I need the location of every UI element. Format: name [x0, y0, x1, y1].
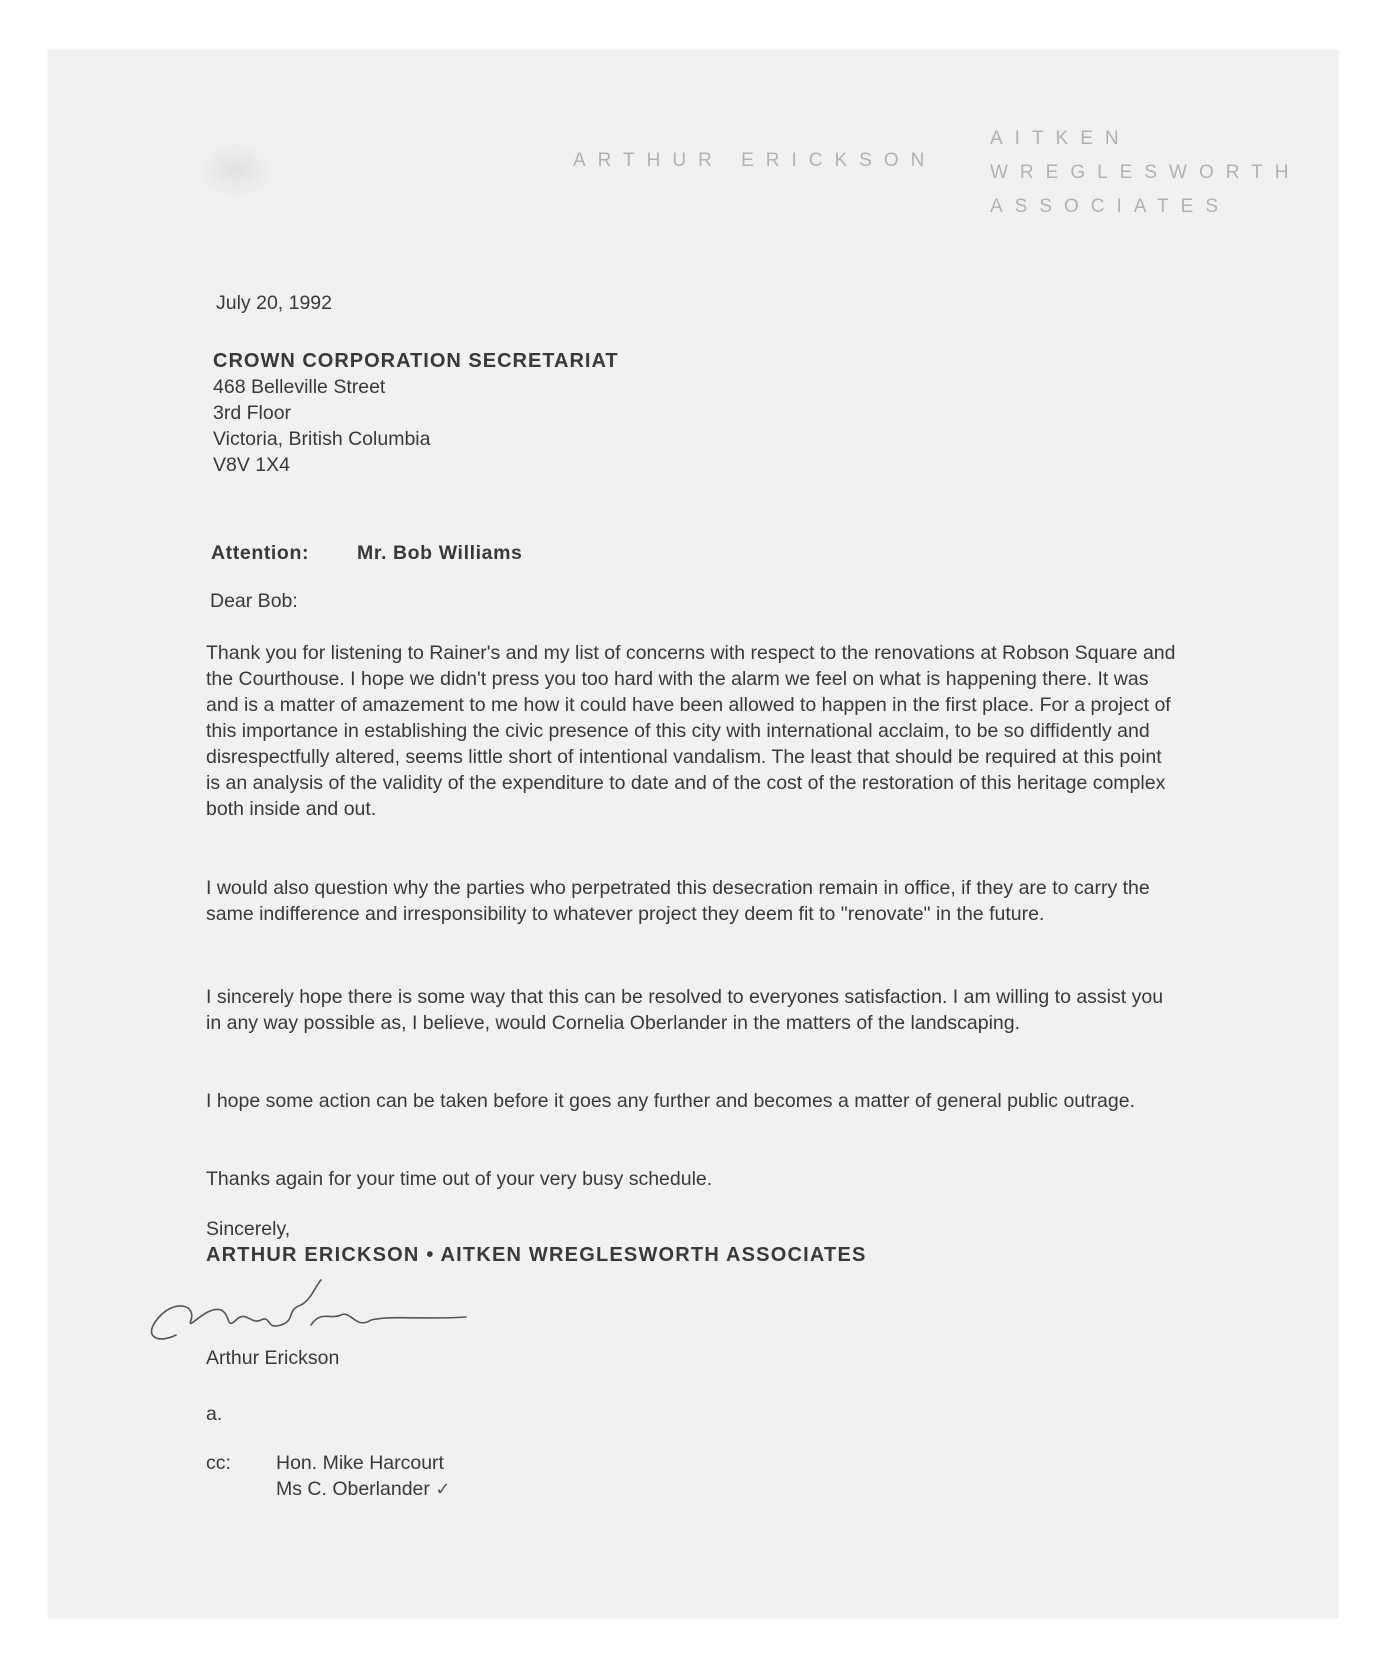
letterhead-firm-line-3: ASSOCIATES — [990, 196, 1231, 217]
recipient-postal-code: V8V 1X4 — [213, 454, 290, 476]
paragraph-3: I sincerely hope there is some way that this can be resolved to everyones satisfaction. I am willing to assist you in any way possible as, I believe, would Cornelia Oberlander in the matters of the landscaping. — [206, 986, 1164, 1034]
recipient-city: Victoria, British Columbia — [213, 428, 431, 450]
letter-date: July 20, 1992 — [216, 292, 333, 314]
paragraph-5: Thanks again for your time out of your very busy schedule. — [206, 1168, 713, 1190]
paper-stain — [196, 140, 276, 200]
letterhead-firm-line-1: AITKEN — [990, 128, 1131, 149]
recipient-organization: CROWN CORPORATION SECRETARIAT — [213, 350, 619, 372]
cc-recipients — [276, 1450, 450, 1503]
handwritten-signature — [136, 1275, 476, 1355]
attention-line — [211, 540, 522, 566]
cc-recipient: Hon. Mike Harcourt — [276, 1452, 444, 1474]
paragraph-2: I would also question why the parties who perpetrated this desecration remain in office, if they are to carry the same indifference and irresponsibility to whatever project they deem fit to "renovate" in the future. — [206, 877, 1150, 925]
attention-name: Mr. Bob Williams — [357, 542, 523, 564]
letterhead-firm-line-2: WREGLESWORTH — [990, 162, 1301, 183]
signer-name: Arthur Erickson — [206, 1347, 340, 1369]
paragraph-1: Thank you for listening to Rainer's and my list of concerns with respect to the renovations at Robson Square and the Courthouse. I hope we didn't press you too hard with the alarm we feel on what is happening there. It was and is a matter of amazement to me how it could have been allowed to happen in the first place. For a project of this importance in establishing the civic presence of this city with international acclaim, to be so diffidently and disrespectfully altered, seems little short of intentional vandalism. The least that should be required at this point is an analysis of the validity of the expenditure to date and of the cost of the restoration of this heritage complex both inside and out. — [206, 642, 1176, 820]
cc-block — [206, 1450, 450, 1503]
checkmark-icon: ✓ — [435, 1479, 451, 1500]
typist-initial: a. — [206, 1403, 223, 1425]
firm-signature-line: ARTHUR ERICKSON • AITKEN WREGLESWORTH ASSOCIATES — [206, 1244, 867, 1266]
recipient-street: 468 Belleville Street — [213, 376, 386, 398]
cc-label: cc: — [206, 1452, 231, 1474]
attention-label: Attention: — [211, 542, 310, 564]
letterhead-firm — [990, 122, 1300, 224]
letter-page — [48, 50, 1338, 1618]
cc-recipient — [276, 1476, 450, 1503]
recipient-floor: 3rd Floor — [213, 402, 292, 424]
letterhead-name: ARTHUR ERICKSON — [573, 150, 937, 171]
paragraph-4: I hope some action can be taken before it goes any further and becomes a matter of general public outrage. — [206, 1090, 1135, 1112]
salutation: Dear Bob: — [210, 590, 298, 612]
closing: Sincerely, — [206, 1218, 291, 1240]
recipient-address — [213, 348, 619, 478]
cc-recipient-name: Ms C. Oberlander — [276, 1478, 430, 1500]
